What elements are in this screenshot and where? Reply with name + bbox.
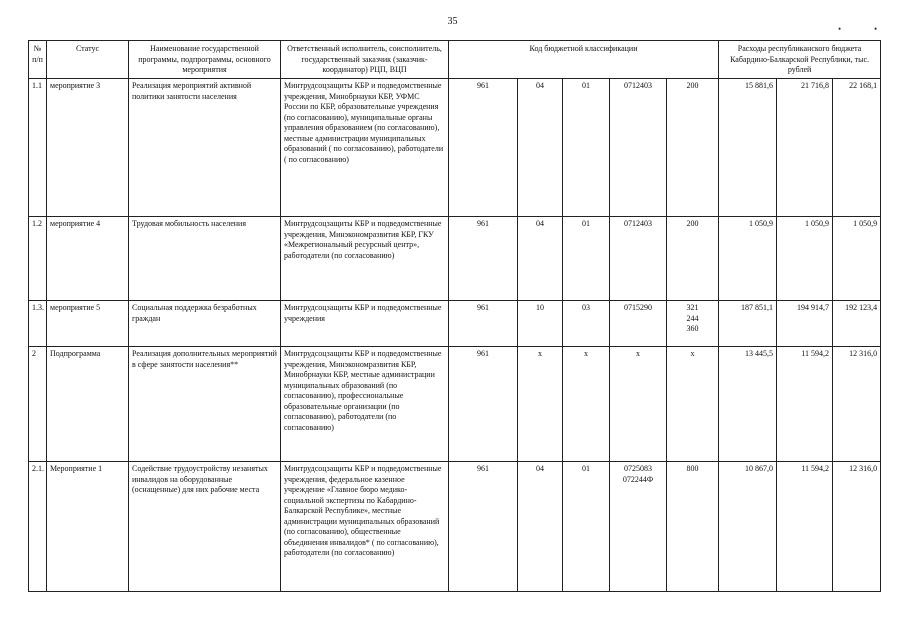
row-pr: 01 [563,217,610,301]
row-rz: 04 [518,79,563,217]
row-status: мероприятие 3 [47,79,129,217]
row-vr: 200 [667,79,719,217]
row-executor: Минтрудсоцзащиты КБР и подведомственные учреждения, Минэкономразвития КБР, ГКУ «Межрегиональный ресурсный центр», работодатели (по согласованию) [281,217,449,301]
page-number: 35 [447,16,458,27]
row-pr: 01 [563,79,610,217]
row-value-3: 22 168,1 [833,79,881,217]
row-name: Реализация мероприятий активной политики занятости населения [129,79,281,217]
table-header-row [29,41,881,79]
row-vr: 800 [667,462,719,592]
budget-table [28,40,881,592]
row-csr: 0712403 [610,79,667,217]
row-status: Подпрограмма [47,347,129,462]
row-value-3: 1 050,9 [833,217,881,301]
header-status: Статус [47,41,129,79]
row-value-1: 1 050,9 [719,217,777,301]
header-budget-code: Код бюджетной классификации [449,41,719,79]
row-value-2: 1 050,9 [777,217,833,301]
row-grbs: 961 [449,217,518,301]
row-grbs: 961 [449,301,518,347]
row-num: 1.3. [29,301,47,347]
row-executor: Минтрудсоцзащиты КБР и подведомственные учреждения, Минэкономразвития КБР, Минобрнауки КБР, местные администрации муниципальных образований (по согласованию), профессиональные образовательные организации (по согласованию), работодатели (по согласованию) [281,347,449,462]
table-row [29,462,881,592]
row-rz: 04 [518,217,563,301]
table-row [29,79,881,217]
row-name: Социальная поддержка безработных граждан [129,301,281,347]
header-num: № п/п [29,41,47,79]
row-vr: х [667,347,719,462]
row-value-3: 12 316,0 [833,462,881,592]
row-pr: 01 [563,462,610,592]
row-rz: 10 [518,301,563,347]
row-num: 2.1. [29,462,47,592]
row-grbs: 961 [449,79,518,217]
row-pr: 03 [563,301,610,347]
table-row [29,347,881,462]
row-value-1: 13 445,5 [719,347,777,462]
row-csr: 0715290 [610,301,667,347]
row-value-2: 11 594,2 [777,462,833,592]
scan-mark: • [874,24,878,34]
row-name: Реализация дополнительных мероприятий в сфере занятости населения** [129,347,281,462]
row-value-3: 192 123,4 [833,301,881,347]
row-csr: 0712403 [610,217,667,301]
header-name: Наименование государственной программы, подпрограммы, основного мероприятия [129,41,281,79]
table-row [29,301,881,347]
row-value-3: 12 316,0 [833,347,881,462]
row-status: мероприятие 5 [47,301,129,347]
row-csr: х [610,347,667,462]
row-name: Трудовая мобильность населения [129,217,281,301]
row-num: 1.2 [29,217,47,301]
table-row [29,217,881,301]
row-pr: х [563,347,610,462]
row-value-1: 15 881,6 [719,79,777,217]
row-value-1: 187 851,1 [719,301,777,347]
header-expenses: Расходы республиканского бюджета Кабардино-Балкарской Республики, тыс. рублей [719,41,881,79]
row-rz: х [518,347,563,462]
scan-mark: • [838,24,842,34]
header-executor: Ответственный исполнитель, соисполнитель, государственный заказчик (заказчик-координатор) РЦП, ВЦП [281,41,449,79]
row-csr: 0725083 072244Ф [610,462,667,592]
row-status: Мероприятие 1 [47,462,129,592]
row-value-2: 11 594,2 [777,347,833,462]
row-status: мероприятие 4 [47,217,129,301]
row-value-2: 194 914,7 [777,301,833,347]
row-grbs: 961 [449,347,518,462]
row-vr: 200 [667,217,719,301]
row-rz: 04 [518,462,563,592]
row-vr: 321 244 360 [667,301,719,347]
row-num: 2 [29,347,47,462]
row-grbs: 961 [449,462,518,592]
row-name: Содействие трудоустройству незанятых инвалидов на оборудованные (оснащенные) для них рабочие места [129,462,281,592]
row-executor: Минтрудсоцзащиты КБР и подведомственные учреждения [281,301,449,347]
row-value-2: 21 716,8 [777,79,833,217]
row-executor: Минтрудсоцзащиты КБР и подведомственные учреждения, федеральное казенное учреждение «Главное бюро медико-социальной экспертизы по Кабардино-Балкарской Республике», местные администрации муниципальных образований (по согласованию), общественные объединения инвалидов* ( по согласованию), работодатели (по согласованию) [281,462,449,592]
row-value-1: 10 867,0 [719,462,777,592]
row-num: 1.1 [29,79,47,217]
row-executor: Минтрудсоцзащиты КБР и подведомственные учреждения, Минобрнауки КБР, УФМС России по КБР, образовательные учреждения (по согласованию), муниципальные органы управления образованием (по согласованию), местные администрации муниципальных образований ( по согласованию), работодатели ( по согласованию) [281,79,449,217]
